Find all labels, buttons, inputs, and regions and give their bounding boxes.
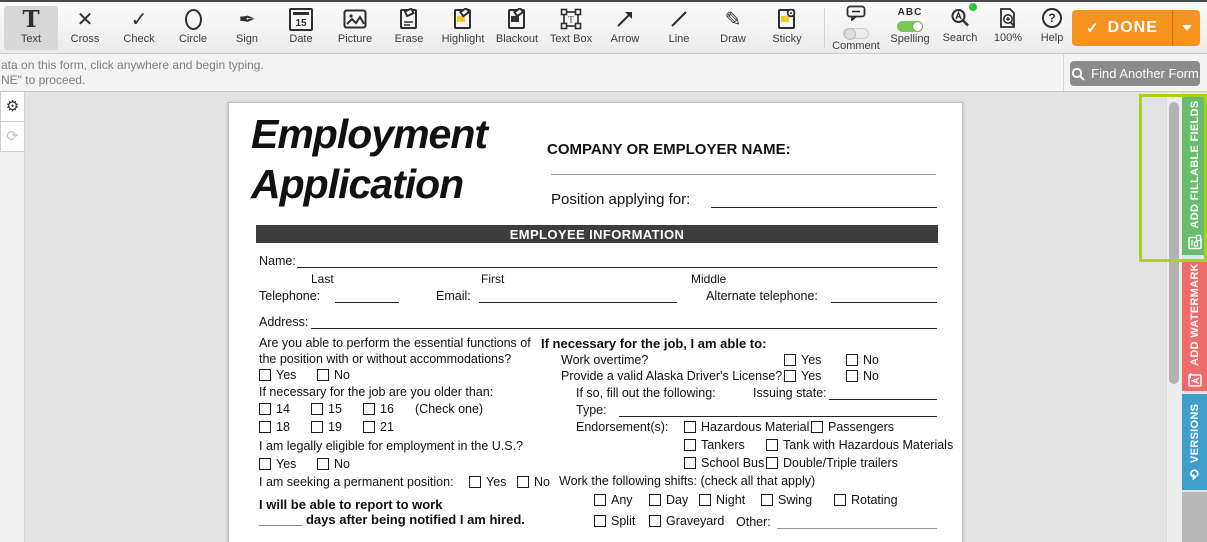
type-field[interactable] [619, 403, 937, 417]
vertical-scrollbar-thumb[interactable] [1169, 102, 1179, 384]
picture-icon [343, 6, 367, 32]
tool-label: Blackout [495, 33, 539, 45]
erase-icon [398, 6, 420, 32]
endorse-tankers[interactable] [684, 438, 745, 452]
checkbox-label: No [534, 475, 550, 489]
checkbox[interactable] [317, 369, 329, 381]
arrow-icon [614, 6, 636, 32]
age-14[interactable] [259, 402, 290, 416]
checkbox-label: 16 [380, 402, 394, 416]
tab-add-fillable-fields[interactable] [1182, 95, 1207, 255]
issuing-state-field[interactable] [829, 386, 937, 400]
help-icon [1041, 5, 1063, 31]
tool-circle[interactable] [166, 6, 220, 50]
checkbox[interactable] [517, 476, 529, 488]
done-dropdown-button[interactable] [1172, 10, 1200, 46]
tool-label: Draw [720, 33, 746, 45]
company-label: COMPANY OR EMPLOYER NAME: [547, 141, 791, 158]
tool-label: Text [20, 33, 42, 45]
checkbox-label: Swing [778, 493, 813, 507]
checkbox-label: 18 [276, 420, 290, 434]
tool-label: Cross [70, 33, 100, 45]
license-no[interactable] [846, 369, 879, 383]
comment-bubble-icon [846, 5, 866, 26]
instruction-line-1: ata on this form, click anywhere and begin typing. [1, 58, 264, 72]
checkbox-label: Yes [276, 368, 297, 382]
toolbar-right-tools [828, 2, 1072, 53]
checkbox-label: No [863, 369, 879, 383]
checkbox[interactable] [649, 515, 661, 527]
endorse-school-bus[interactable] [684, 456, 764, 470]
circle-icon [185, 6, 202, 32]
checkbox[interactable] [684, 457, 696, 469]
name-label: Name: [259, 254, 296, 268]
tool-sticky[interactable] [760, 6, 814, 50]
doc-title-line1: Employment [251, 111, 488, 157]
checkbox-label: 21 [380, 420, 394, 434]
tool-label: Text Box [549, 33, 593, 45]
tool-date[interactable] [274, 6, 328, 50]
age-15[interactable] [311, 402, 342, 416]
checkbox[interactable] [846, 354, 858, 366]
checkbox-label: Yes [486, 475, 507, 489]
checkbox[interactable] [846, 370, 858, 382]
tool-line[interactable] [652, 6, 706, 50]
endorse-double-triple[interactable] [766, 456, 898, 470]
checkbox-label: Yes [801, 369, 822, 383]
overtime-yes[interactable] [784, 353, 821, 367]
checkbox[interactable] [766, 439, 778, 451]
checkbox[interactable] [834, 494, 846, 506]
checkbox-label: 15 [328, 402, 342, 416]
name-sub-first: First [481, 272, 505, 286]
email-field[interactable] [479, 289, 677, 303]
license-label: Provide a valid Alaska Driver's License? [561, 369, 783, 383]
done-label: DONE [1107, 19, 1158, 36]
checkbox[interactable] [259, 369, 271, 381]
checkbox-label: 14 [276, 402, 290, 416]
tool-label: Sticky [772, 33, 802, 45]
checkbox[interactable] [311, 421, 323, 433]
gear-icon: ⚙ [5, 98, 20, 115]
eligible-yes[interactable] [259, 457, 296, 471]
chevron-down-icon [1182, 25, 1192, 31]
tool-zoom[interactable] [984, 5, 1032, 53]
type-label: Type: [576, 403, 607, 417]
tool-label: Arrow [610, 33, 640, 45]
doc-title-line2: Application [251, 161, 464, 207]
tab-label: VERSIONS [1188, 403, 1201, 464]
permanent-yes[interactable] [469, 475, 506, 489]
checkbox-label: Double/Triple trailers [783, 456, 898, 470]
toolbar-separator [824, 8, 825, 48]
telephone-label: Telephone: [259, 289, 321, 303]
checkbox-label: Any [611, 493, 633, 507]
check-one-note: (Check one) [415, 402, 484, 416]
overtime-no[interactable] [846, 353, 879, 367]
tool-erase[interactable] [382, 6, 436, 50]
svg-text:T: T [568, 14, 574, 25]
tool-textbox[interactable] [544, 6, 598, 50]
toolbar [0, 2, 1207, 54]
section-header: EMPLOYEE INFORMATION [256, 225, 938, 243]
name-sub-middle: Middle [691, 272, 727, 286]
zoom-label: 100% [993, 32, 1023, 44]
tool-spelling[interactable] [884, 5, 936, 53]
shift-split[interactable] [594, 514, 635, 528]
tool-label: Line [668, 33, 690, 45]
tab-add-watermark[interactable] [1182, 259, 1207, 391]
shift-day[interactable] [649, 493, 688, 507]
checkbox-label: Day [666, 493, 689, 507]
eligible-no[interactable] [317, 457, 350, 471]
tool-search[interactable] [936, 5, 984, 53]
checkbox[interactable] [594, 515, 606, 527]
report-line-2: ______ days after being notified I am hired. [259, 512, 525, 527]
telephone-field[interactable] [335, 289, 399, 303]
tool-check[interactable] [112, 6, 166, 50]
tab-label: ADD FILLABLE FIELDS [1188, 100, 1201, 229]
draw-icon: ✎ [724, 8, 742, 31]
sticky-icon [776, 6, 798, 32]
checkbox-label: Graveyard [666, 514, 725, 528]
svg-text:?: ? [1048, 11, 1056, 25]
tool-comment[interactable] [828, 5, 884, 53]
checkbox-label: 19 [328, 420, 342, 434]
comment-toggle[interactable] [843, 28, 869, 39]
tool-label: Highlight [441, 33, 485, 45]
checkbox-label: Yes [276, 457, 297, 471]
checkbox-label: Tankers [701, 438, 745, 452]
search-icon [949, 5, 971, 31]
sign-icon: ✒ [238, 8, 256, 31]
checkbox-label: Yes [801, 353, 822, 367]
checkbox[interactable] [766, 457, 778, 469]
essential-no[interactable] [317, 368, 350, 382]
checkbox[interactable] [259, 458, 271, 470]
if-so-label: If so, fill out the following: [576, 386, 716, 400]
able-header: If necessary for the job, I am able to: [541, 336, 767, 351]
age-19[interactable] [311, 420, 342, 434]
age-21[interactable] [363, 420, 394, 434]
overtime-label: Work overtime? [561, 353, 649, 367]
tool-label: Picture [337, 33, 373, 45]
done-check-icon: ✓ [1086, 20, 1100, 37]
question-eligible: I am legally eligible for employment in the U.S.? [259, 439, 524, 453]
find-another-form-button[interactable] [1070, 61, 1200, 86]
done-button[interactable] [1072, 10, 1200, 46]
shift-night[interactable] [699, 493, 745, 507]
tool-cross[interactable] [58, 6, 112, 50]
document-page[interactable] [228, 102, 963, 542]
checkbox[interactable] [317, 458, 329, 470]
checkbox-label: No [334, 457, 350, 471]
shift-graveyard[interactable] [649, 514, 724, 528]
checkbox-label: No [863, 353, 879, 367]
instruction-line-2: NE" to proceed. [1, 73, 86, 87]
checkbox[interactable] [684, 439, 696, 451]
report-line-1: I will be able to report to work [259, 497, 443, 512]
rotate-page-button[interactable] [0, 122, 25, 152]
permanent-no[interactable] [517, 475, 550, 489]
page-zoom-icon [998, 5, 1018, 31]
checkbox[interactable] [761, 494, 773, 506]
checkbox-label: Hazardous Material [701, 420, 810, 434]
checkbox[interactable] [469, 476, 481, 488]
checkbox-label: Split [611, 514, 636, 528]
line-icon [668, 6, 690, 32]
other-field[interactable] [777, 515, 937, 529]
position-label: Position applying for: [551, 191, 691, 208]
checkbox-label: No [334, 368, 350, 382]
tool-draw[interactable] [706, 6, 760, 50]
toolbar-tools [4, 2, 814, 50]
fillable-fields-icon [1188, 234, 1202, 249]
tool-label: Circle [178, 33, 208, 45]
checkbox[interactable] [784, 354, 796, 366]
age-18[interactable] [259, 420, 290, 434]
check-icon: ✓ [130, 8, 148, 31]
blackout-icon [506, 6, 528, 32]
address-label: Address: [259, 315, 309, 329]
tool-label: Sign [235, 33, 259, 45]
versions-history-icon: ⟲ [1186, 469, 1202, 481]
tool-sign[interactable] [220, 6, 274, 50]
spelling-label: Spelling [890, 33, 930, 45]
help-label: Help [1040, 32, 1064, 44]
checkbox[interactable] [594, 494, 606, 506]
name-field[interactable] [297, 254, 937, 268]
checkbox[interactable] [363, 403, 375, 415]
question-essential-2: the position with or without accommodations? [259, 352, 512, 366]
checkbox[interactable] [259, 421, 271, 433]
question-older: If necessary for the job are you older than: [259, 385, 494, 399]
settings-button[interactable] [0, 92, 25, 122]
email-label: Email: [436, 289, 471, 303]
alt-telephone-field[interactable] [831, 289, 937, 303]
highlight-icon [452, 6, 474, 32]
checkbox[interactable] [811, 421, 823, 433]
find-another-form-label: Find Another Form [1091, 66, 1199, 81]
tab-rail-filler [1182, 492, 1207, 542]
shift-swing[interactable] [761, 493, 812, 507]
search-label: Search [942, 32, 978, 44]
checkbox[interactable] [784, 370, 796, 382]
tool-picture[interactable] [328, 6, 382, 50]
watermark-icon [1188, 372, 1202, 387]
checkbox[interactable] [363, 421, 375, 433]
company-field[interactable] [551, 161, 936, 175]
textbox-icon [560, 6, 582, 32]
checkbox-label: School Bus [701, 456, 765, 470]
tool-label: Date [289, 33, 313, 45]
essential-yes[interactable] [259, 368, 296, 382]
alt-telephone-label: Alternate telephone: [706, 289, 818, 303]
infobar-separator [1063, 54, 1064, 91]
checkbox[interactable] [649, 494, 661, 506]
tool-label: Check [123, 33, 155, 45]
checkbox-label: Passengers [828, 420, 895, 434]
tool-label: Erase [394, 33, 424, 45]
checkbox[interactable] [699, 494, 711, 506]
endorse-tank-hazmat[interactable] [766, 438, 953, 452]
endorsements-label: Endorsement(s): [576, 420, 669, 434]
license-yes[interactable] [784, 369, 821, 383]
search-status-dot [969, 3, 977, 11]
endorse-hazmat[interactable] [684, 420, 809, 434]
comment-label: Comment [832, 40, 880, 52]
calendar-icon: 15 [289, 6, 313, 32]
shift-rotating[interactable] [834, 493, 898, 507]
rotate-icon: ⟳ [6, 128, 19, 145]
age-16[interactable] [363, 402, 394, 416]
shift-any[interactable] [594, 493, 633, 507]
tool-highlight[interactable] [436, 6, 490, 50]
address-field[interactable] [311, 315, 937, 329]
checkbox[interactable] [684, 421, 696, 433]
question-essential-1: Are you able to perform the essential functions of [259, 336, 531, 350]
tab-label: ADD WATERMARK [1188, 263, 1201, 366]
abc-icon: ABC [897, 6, 923, 18]
tool-help[interactable] [1032, 5, 1072, 53]
magnifier-icon [1071, 67, 1085, 81]
cross-icon: ✕ [76, 8, 94, 31]
text-icon: T [22, 5, 40, 33]
position-field[interactable] [711, 194, 937, 208]
tool-text[interactable] [4, 6, 58, 50]
issuing-state-label: Issuing state: [753, 386, 827, 400]
checkbox-label: Night [716, 493, 746, 507]
left-rail [0, 92, 25, 542]
shifts-label: Work the following shifts: (check all that apply) [559, 474, 816, 488]
checkbox[interactable] [311, 403, 323, 415]
tool-arrow[interactable] [598, 6, 652, 50]
other-label: Other: [736, 515, 771, 529]
checkbox-label: Rotating [851, 493, 898, 507]
checkbox-label: Tank with Hazardous Materials [783, 438, 954, 452]
spelling-toggle[interactable] [897, 21, 923, 32]
tab-versions[interactable] [1182, 394, 1207, 490]
checkbox[interactable] [259, 403, 271, 415]
endorse-passengers[interactable] [811, 420, 894, 434]
instruction-bar [0, 54, 1207, 92]
question-permanent: I am seeking a permanent position: [259, 475, 454, 489]
tool-blackout[interactable] [490, 6, 544, 50]
name-sub-last: Last [311, 272, 334, 286]
